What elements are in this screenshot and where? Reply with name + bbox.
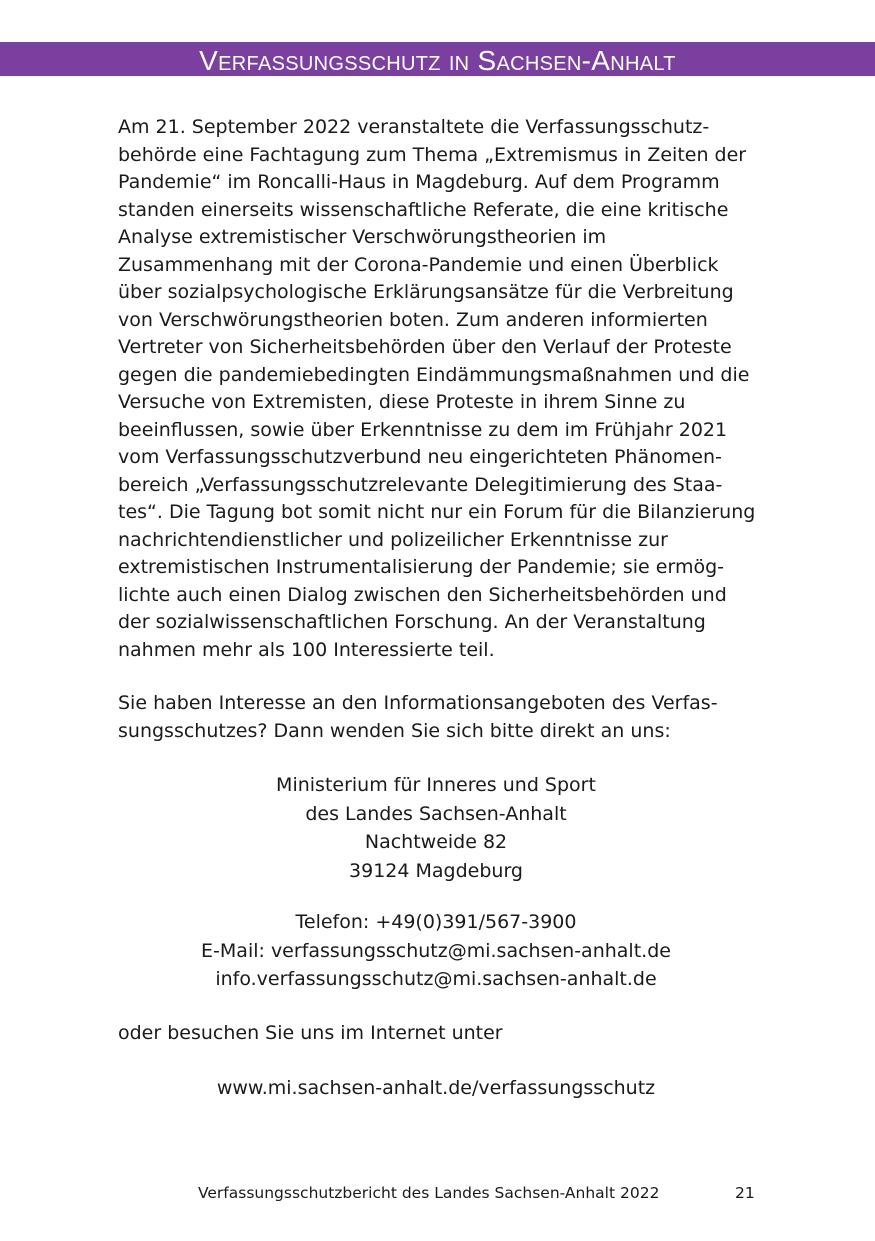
- main-paragraph: Am 21. September 2022 veranstaltete die Verfassungsschutzbehörde eine Fachtagung zum Thema „Extremismus in Zeiten der Pandemie“ im Roncalli-Haus in Magdeburg. Auf dem Programm standen einerseits wissenschaftliche Referate, die eine kritische Analyse extremistischer Verschwörungstheorien im Zusammenhang mit der Corona-Pandemie und einen Überblick über sozialpsychologische Erklärungsansätze für die Verbreitung von Verschwörungstheorien boten. Zum anderen informierten Vertreter von Sicherheitsbehörden über den Verlauf der Proteste gegen die pandemiebedingten Eindämmungsmaßnahmen und die Versuche von Extremisten, diese Proteste in ihrem Sinne zu beeinflussen, sowie über Erkenntnisse zu dem im Frühjahr 2021 vom Verfassungsschutzverbund neu eingerichteten Phänomenbereich „Verfassungsschutzrelevante Delegitimierung des Staates“. Die Tagung bot somit nicht nur ein Forum für die Bilanzierung nachrichtendienstlicher und polizeilicher Erkenntnisse zur extremistischen Instrumentalisierung der Pandemie; sie ermöglichte auch einen Dialog zwischen den Sicherheitsbehörden und der sozialwissenschaftlichen Forschung. An der Veranstaltung nahmen mehr als 100 Interessierte teil.: [118, 116, 756, 661]
- address-block: [118, 771, 754, 885]
- website-link[interactable]: www.mi.sachsen-anhalt.de/verfassungsschutz: [216, 1077, 656, 1099]
- contact-email-info[interactable]: info.verfassungsschutz@mi.sachsen-anhalt.de: [215, 968, 657, 990]
- interest-paragraph: Sie haben Interesse an den Informationsangeboten des Verfassungsschutzes? Dann wenden Sie sich bitte direkt an uns:: [118, 692, 718, 742]
- address-ministry: Ministerium für Inneres und Sport: [276, 774, 596, 796]
- footer-title: Verfassungsschutzbericht des Landes Sachsen-Anhalt 2022: [198, 1184, 660, 1202]
- address-state: des Landes Sachsen-Anhalt: [305, 802, 567, 825]
- internet-intro: oder besuchen Sie uns im Internet unter: [118, 1022, 503, 1044]
- address-street: Nachtweide 82: [364, 831, 508, 853]
- contact-email[interactable]: E-Mail: verfassungsschutz@mi.sachsen-anhalt.de: [201, 939, 671, 962]
- contact-block: [118, 908, 754, 994]
- page-number: 21: [735, 1184, 755, 1202]
- address-city: 39124 Magdeburg: [349, 859, 523, 882]
- contact-phone: Telefon: +49(0)391/567-3900: [295, 911, 577, 933]
- page-title: Verfassungsschutz in Sachsen-Anhalt: [199, 45, 676, 76]
